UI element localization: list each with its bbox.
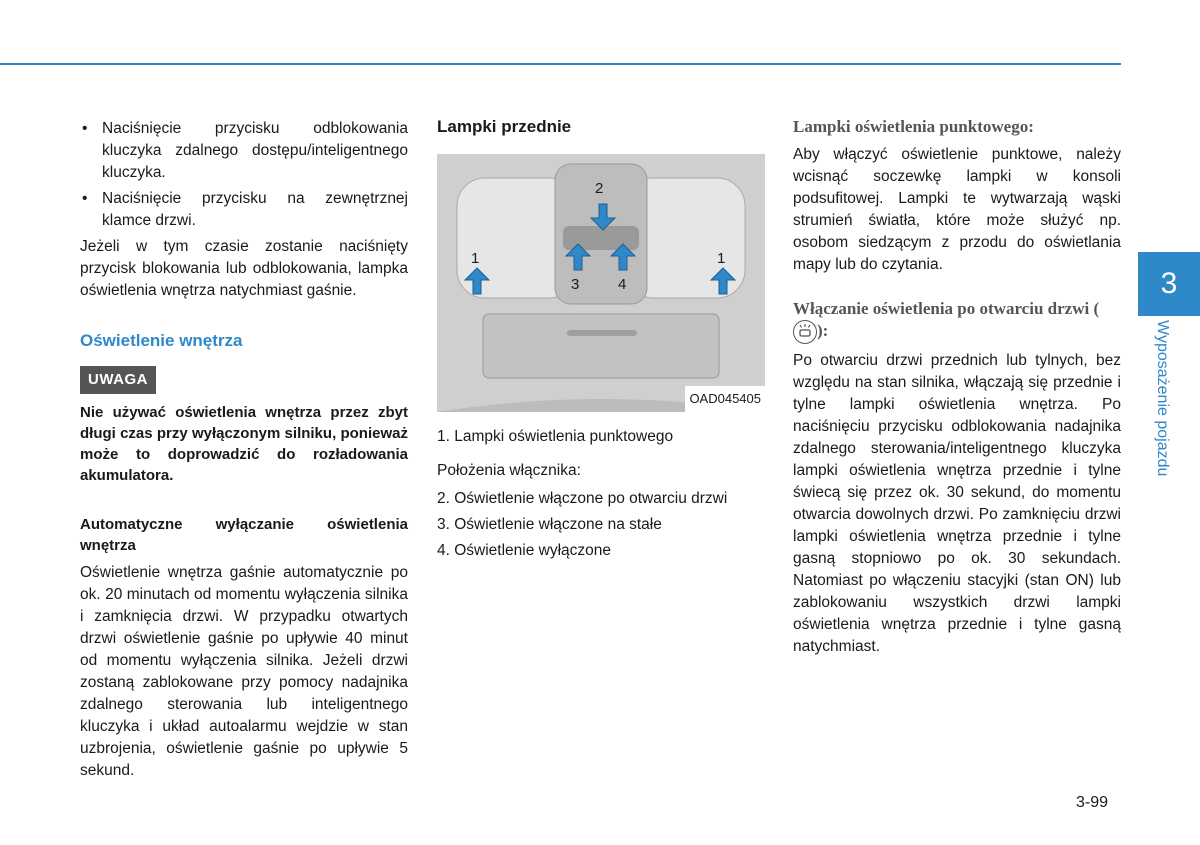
paragraph: Aby włączyć oświetlenie punktowe, należy wcisnąć soczewkę lampki w konsoli podsufitowej. Lampki te wytwarzają wąski strumień światła, które może służyć np. osobom siedzącym z przodu do oświetlania mapy lub do czytania. xyxy=(793,146,1121,273)
heading-text: Włączanie oświetlenia po otwarciu drzwi ( xyxy=(793,299,1100,318)
bullet-list xyxy=(80,118,408,232)
list-item: 4. Oświetlenie wyłączone xyxy=(437,542,612,559)
warning-text: Nie używać oświetlenia wnętrza przez zbyt długi czas przy wyłączonym silniku, ponieważ może to doprowadzić do rozładowania akumulatora. xyxy=(80,404,408,484)
door-lamp-icon xyxy=(793,320,817,344)
bullet-item: • Naciśnięcie przycisku na zewnętrznej klamce drzwi. xyxy=(80,188,408,232)
front-lamps-figure xyxy=(437,154,765,412)
paragraph: Jeżeli w tym czasie zostanie naciśnięty przycisk blokowania lub odblokowania, lampka oświetlenia wnętrza natychmiast gaśnie. xyxy=(80,238,408,299)
paragraph: Oświetlenie wnętrza gaśnie automatycznie po ok. 20 minutach od momentu wyłączenia silnika i zamknięcia drzwi. W przypadku otwartych drzwi oświetlenie gaśnie po upływie 40 minut od momentu wyłączenia silnika. Jeżeli drzwi zostaną zablokowane przy pomocy nadajnika zdalnego sterowania lub inteligentnego kluczyka i układ autoalarmu wejdzie w stan uzbrojenia, oświetlenie gaśnie po upływie 5 sekund. xyxy=(80,564,408,779)
figure-marker: 1 xyxy=(717,250,726,267)
chapter-name-text: Wyposażenie pojazdu xyxy=(1154,320,1171,477)
list-item: 1. Lampki oświetlenia punktowego xyxy=(437,428,674,445)
section-heading xyxy=(793,298,1121,344)
figure-marker: 3 xyxy=(571,276,580,293)
list-item: 3. Oświetlenie włączone na stałe xyxy=(437,516,662,533)
switch-positions-list xyxy=(437,488,765,562)
column-right xyxy=(793,116,1121,664)
chapter-tab: 3 xyxy=(1138,252,1200,316)
bullet-item: • Naciśnięcie przycisku odblokowania kluczyka zdalnego dostępu/inteligentnego kluczyka. xyxy=(80,118,408,184)
page-number: 3-99 xyxy=(1076,794,1109,811)
figure-marker: 1 xyxy=(471,250,480,267)
switch-label: Położenia włącznika: xyxy=(437,462,581,479)
warning-badge: UWAGA xyxy=(80,366,156,394)
list-item: 2. Oświetlenie włączone po otwarciu drzwi xyxy=(437,490,728,507)
column-left xyxy=(80,118,408,788)
sub-title: Automatyczne wyłączanie oświetlenia wnętrza xyxy=(80,516,408,554)
lamp-list xyxy=(437,426,765,448)
heading-text: ): xyxy=(817,321,829,340)
section-heading: Lampki przednie xyxy=(437,117,572,136)
column-middle xyxy=(437,116,765,566)
figure-marker: 4 xyxy=(618,276,627,293)
figure-marker: 2 xyxy=(595,180,604,197)
chapter-name xyxy=(1155,320,1179,500)
top-rule xyxy=(0,63,1121,65)
paragraph: Po otwarciu drzwi przednich lub tylnych, bez względu na stan silnika, włączają się przednie i tylne lampki oświetlenia wnętrza. Po naciśnięciu przycisku odblokowania nadajnika zdalnego sterowania/inteligentnego kluczyka lampki oświetlenia wnętrza przednie i tylne świecą się przez ok. 30 sekund, do momentu otwarcia dowolnych drzwi. Po zamknięciu drzwi lampki oświetlenia wnętrza przednie i tylne gasną stopniowo po ok. 30 sekundach. Natomiast po włączeniu stacyjki (stan ON) lub zablokowaniu wszystkich drzwi lampki oświetlenia wnętrza przednie i tylne gasną natychmiast. xyxy=(793,352,1121,656)
figure-caption: OAD045405 xyxy=(685,386,765,412)
section-heading: Lampki oświetlenia punktowego: xyxy=(793,117,1034,136)
section-title: Oświetlenie wnętrza xyxy=(80,331,243,350)
